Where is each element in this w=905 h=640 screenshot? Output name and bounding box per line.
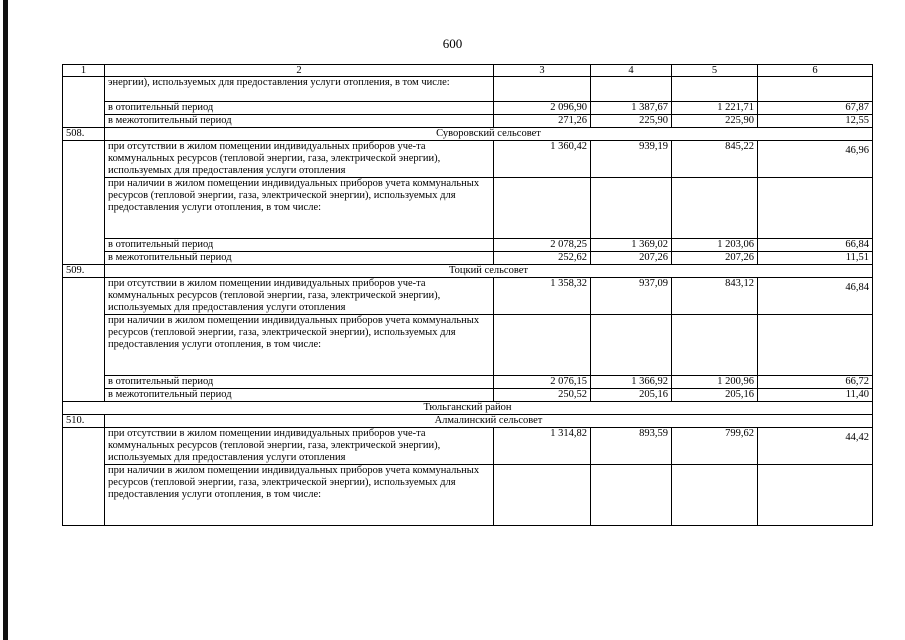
value-cell: 207,26 — [591, 252, 672, 265]
value-cell: 225,90 — [672, 115, 758, 128]
value-cell: 2 096,90 — [494, 102, 591, 115]
description-cell: в отопительный период — [105, 102, 494, 115]
description-cell: энергии), используемых для предоставления услуги отопления, в том числе: — [105, 77, 494, 102]
section-number: 509. — [63, 265, 105, 278]
description-cell: в межотопительный период — [105, 252, 494, 265]
description-cell: при наличии в жилом помещении индивидуальных приборов учета коммунальных ресурсов (тепловой энергии, газа, электрической энергии), используемых для предоставления услуги отопления, в том числе: — [105, 178, 494, 239]
value-cell: 205,16 — [672, 389, 758, 402]
table-row — [63, 102, 873, 115]
value-cell: 893,59 — [591, 428, 672, 465]
page-number: 600 — [442, 36, 463, 51]
header-cell: 6 — [758, 65, 873, 77]
value-cell: 225,90 — [591, 115, 672, 128]
section-title: Суворовский сельсовет — [105, 128, 873, 141]
description-cell: при наличии в жилом помещении индивидуальных приборов учета коммунальных ресурсов (тепловой энергии, газа, электрической энергии), используемых для предоставления услуги отопления, в том числе: — [105, 315, 494, 376]
value-cell: 67,87 — [758, 102, 873, 115]
description-cell: при отсутствии в жилом помещении индивидуальных приборов уче-та коммунальных ресурсов (тепловой энергии, газа, электрической энергии), используемых для предоставления услуги отопления — [105, 278, 494, 315]
value-cell: 1 203,06 — [672, 239, 758, 252]
section-number: 510. — [63, 415, 105, 428]
description-cell: при наличии в жилом помещении индивидуальных приборов учета коммунальных ресурсов (тепловой энергии, газа, электрической энергии), используемых для предоставления услуги отопления, в том числе: — [105, 465, 494, 526]
value-cell: 843,12 — [672, 278, 758, 315]
value-cell: 939,19 — [591, 141, 672, 178]
value-cell: 1 200,96 — [672, 376, 758, 389]
value-cell: 46,96 — [758, 141, 873, 178]
table-row — [63, 239, 873, 252]
value-cell: 1 366,92 — [591, 376, 672, 389]
table-row — [63, 389, 873, 402]
value-cell: 11,40 — [758, 389, 873, 402]
description-cell: в отопительный период — [105, 376, 494, 389]
table-row — [63, 278, 873, 315]
section-number: 508. — [63, 128, 105, 141]
value-cell: 205,16 — [591, 389, 672, 402]
table-row — [63, 178, 873, 239]
description-cell: в отопительный период — [105, 239, 494, 252]
value-cell: 2 076,15 — [494, 376, 591, 389]
value-cell: 66,84 — [758, 239, 873, 252]
value-cell: 11,51 — [758, 252, 873, 265]
value-cell: 1 369,02 — [591, 239, 672, 252]
value-cell: 46,84 — [758, 278, 873, 315]
section-title: Тоцкий сельсовет — [105, 265, 873, 278]
table-header-row — [63, 65, 873, 77]
scan-edge-bar — [3, 0, 8, 640]
table-row — [63, 315, 873, 376]
value-cell: 271,26 — [494, 115, 591, 128]
value-cell: 1 314,82 — [494, 428, 591, 465]
description-cell: в межотопительный период — [105, 389, 494, 402]
description-cell: при отсутствии в жилом помещении индивидуальных приборов уче-та коммунальных ресурсов (тепловой энергии, газа, электрической энергии), используемых для предоставления услуги отопления — [105, 141, 494, 178]
description-cell: в межотопительный период — [105, 115, 494, 128]
value-cell: 799,62 — [672, 428, 758, 465]
number-cell — [63, 141, 105, 265]
value-cell: 1 221,71 — [672, 102, 758, 115]
value-cell: 845,22 — [672, 141, 758, 178]
table-row — [63, 252, 873, 265]
value-cell: 1 387,67 — [591, 102, 672, 115]
number-cell — [63, 428, 105, 526]
value-cell: 1 360,42 — [494, 141, 591, 178]
header-cell: 2 — [105, 65, 494, 77]
value-cell: 250,52 — [494, 389, 591, 402]
value-cell: 2 078,25 — [494, 239, 591, 252]
value-cell: 252,62 — [494, 252, 591, 265]
number-cell — [63, 278, 105, 402]
district-row — [63, 402, 873, 415]
header-cell: 3 — [494, 65, 591, 77]
section-row — [63, 415, 873, 428]
section-title: Алмалинский сельсовет — [105, 415, 873, 428]
header-cell: 1 — [63, 65, 105, 77]
value-cell: 1 358,32 — [494, 278, 591, 315]
number-cell — [63, 77, 105, 128]
tariff-table — [62, 64, 873, 526]
value-cell: 66,72 — [758, 376, 873, 389]
table-row — [63, 115, 873, 128]
header-cell: 4 — [591, 65, 672, 77]
table-row — [63, 376, 873, 389]
district-title: Тюльганский район — [63, 402, 873, 415]
value-cell: 44,42 — [758, 428, 873, 465]
table-row — [63, 141, 873, 178]
section-row — [63, 128, 873, 141]
header-cell: 5 — [672, 65, 758, 77]
value-cell: 207,26 — [672, 252, 758, 265]
value-cell: 937,09 — [591, 278, 672, 315]
value-cell: 12,55 — [758, 115, 873, 128]
description-cell: при отсутствии в жилом помещении индивидуальных приборов уче-та коммунальных ресурсов (тепловой энергии, газа, электрической энергии), используемых для предоставления услуги отопления — [105, 428, 494, 465]
table-row — [63, 428, 873, 465]
table-row — [63, 77, 873, 102]
table-row — [63, 465, 873, 526]
section-row — [63, 265, 873, 278]
